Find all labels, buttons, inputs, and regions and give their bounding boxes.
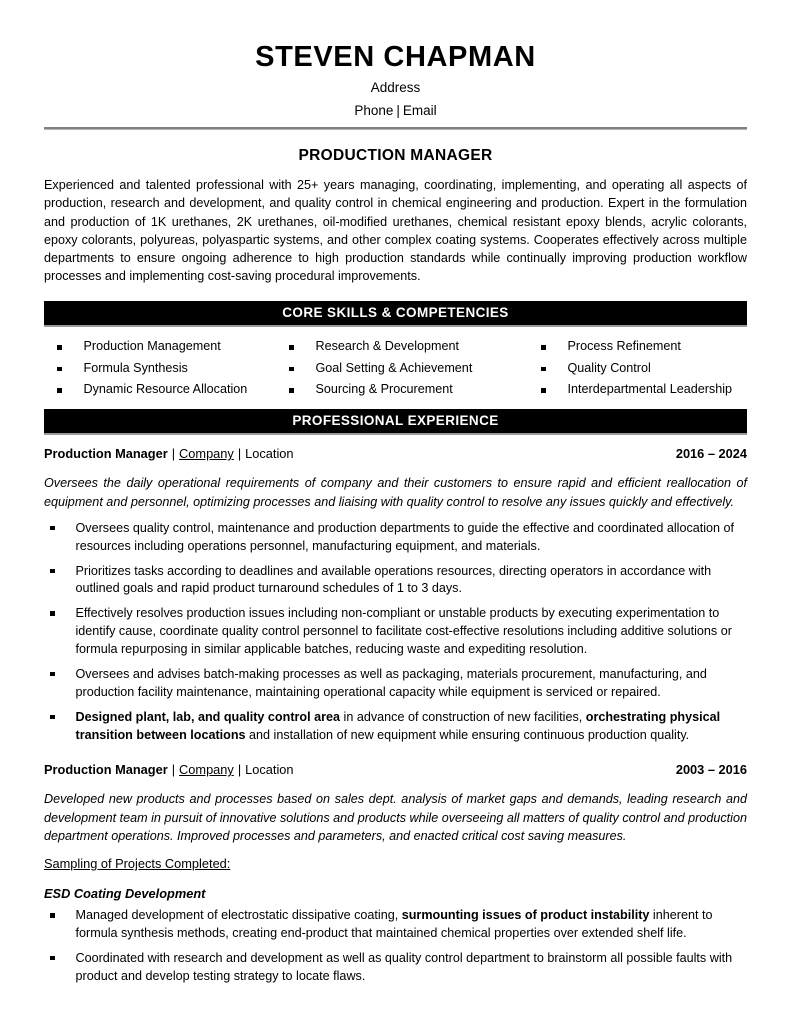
bullet-text: Managed development of electrostatic dissipative coating, surmounting issues of product instability inherent to formula synthesis methods, creating end-product that maintained chemical properties over extended shelf life. [75, 908, 713, 941]
project-title: ESD Coating Development [44, 886, 206, 902]
bullet-item [44, 605, 747, 666]
bullet-item [44, 666, 747, 709]
field-separator: | [171, 446, 176, 462]
candidate-phone: Phone [354, 103, 394, 119]
job-summary: Developed new products and processes based on sales dept. analysis of market gaps and demands, leading research and development team in pursuit of innovative solutions and products while overseeing all matters of quality control and production department operations. Improved processes and parameters, and enacted critical cost saving measures. [44, 792, 747, 843]
skill-label: Research & Development [315, 339, 459, 354]
candidate-name: STEVEN CHAPMAN [255, 41, 536, 73]
core-skills-grid [44, 327, 747, 406]
job-identity [44, 762, 294, 777]
bullet-text: Effectively resolves production issues including non-compliant or unstable products by executing experimentation to identify cause, coordinate quality control personnel to facilitate cost-effective resolutions including additive solutions or formula repurposing in similar applicable batches, reducing waste and expediting resolution. [75, 606, 732, 657]
resume-header [44, 0, 747, 130]
field-separator: | [171, 762, 176, 778]
job-title: Production Manager [44, 762, 168, 778]
projects-label: Sampling of Projects Completed: [44, 856, 231, 872]
candidate-address: Address [370, 79, 421, 95]
skill-item [44, 336, 276, 358]
project-bullet-list [44, 904, 747, 993]
bullet-item [44, 563, 747, 606]
skill-item [528, 336, 747, 358]
job-location: Location [245, 762, 294, 778]
skill-item [44, 357, 276, 379]
field-separator: | [237, 762, 242, 778]
skill-item [276, 357, 528, 379]
experience-entry [44, 435, 747, 751]
skill-item [276, 336, 528, 358]
job-header-row [44, 762, 747, 777]
bullet-item [44, 709, 747, 752]
target-job-title: PRODUCTION MANAGER [298, 147, 493, 165]
skill-item [276, 379, 528, 401]
skill-label: Process Refinement [567, 339, 681, 354]
skill-item [528, 357, 747, 379]
bullet-item [44, 950, 747, 993]
job-location: Location [245, 446, 294, 462]
section-heading-core-skills: CORE SKILLS & COMPETENCIES [44, 301, 747, 327]
professional-summary: Experienced and talented professional with 25+ years managing, coordinating, implementing, and operating all aspects of production, research and development, and quality control in chemical engineering and production. Expert in the formulation and production of 1K urethanes, 2K urethanes, oil-modified urethanes, chemical resistant epoxy blends, acrylic colorants, epoxy colorants, polyureas, polyaspartic systems, and other complex coating systems. Cooperates effectively across multiple departments to ensure ongoing adherence to high production standards while continually improving production workflow processes and implementing cost-saving procedural improvements. [44, 178, 747, 284]
skill-item [528, 379, 747, 401]
candidate-contact-line [44, 97, 747, 121]
skill-label: Dynamic Resource Allocation [83, 382, 248, 397]
job-dates: 2003 – 2016 [675, 762, 747, 778]
field-separator: | [237, 446, 242, 462]
skill-label: Formula Synthesis [83, 360, 188, 375]
bullet-text: Prioritizes tasks according to deadlines and available operations resources, directing operators in accordance with outlined goals and rapid product turnaround schedules of 1 to 3 days. [75, 563, 712, 596]
contact-separator: | [396, 103, 400, 119]
skill-label: Interdepartmental Leadership [567, 382, 733, 397]
bullet-text: Designed plant, lab, and quality control area in advance of construction of new facilities, orchestrating physical transition between locations and installation of new equipment while ensuring continuous production quality. [75, 709, 721, 742]
job-dates: 2016 – 2024 [675, 446, 747, 462]
bullet-text: Oversees quality control, maintenance and production departments to guide the effective and coordinated allocation of resources including operations personnel, manufacturing equipment, and materials. [75, 520, 735, 553]
skill-label: Production Management [83, 339, 221, 354]
bullet-text: Oversees and advises batch-making processes as well as packaging, materials procurement, manufacturing, and production facility maintenance, maintaining operational capacity while equipment is serviced or repaired. [75, 666, 707, 699]
candidate-email: Email [402, 103, 437, 119]
skill-item [44, 379, 276, 401]
job-identity [44, 446, 294, 461]
job-company: Company [179, 446, 234, 462]
job-company: Company [179, 762, 234, 778]
skill-label: Quality Control [567, 360, 651, 375]
section-heading-professional-experience: PROFESSIONAL EXPERIENCE [44, 409, 747, 435]
bullet-item [44, 520, 747, 563]
job-header-row [44, 446, 747, 461]
skill-label: Goal Setting & Achievement [315, 360, 473, 375]
job-title: Production Manager [44, 446, 168, 462]
bullet-text: Coordinated with research and development as well as quality control department to brainstorm all possible faults with product and develop testing strategy to locate flaws. [75, 950, 733, 983]
experience-entry [44, 751, 747, 992]
job-bullet-list [44, 511, 747, 752]
job-summary: Oversees the daily operational requirements of company and their customers to ensure rapid and efficient reallocation of equipment and personnel, optimizing processes and liaising with quality control to resolve any issues quickly and effectively. [44, 476, 747, 509]
bullet-item [44, 907, 747, 950]
skill-label: Sourcing & Procurement [315, 382, 453, 397]
